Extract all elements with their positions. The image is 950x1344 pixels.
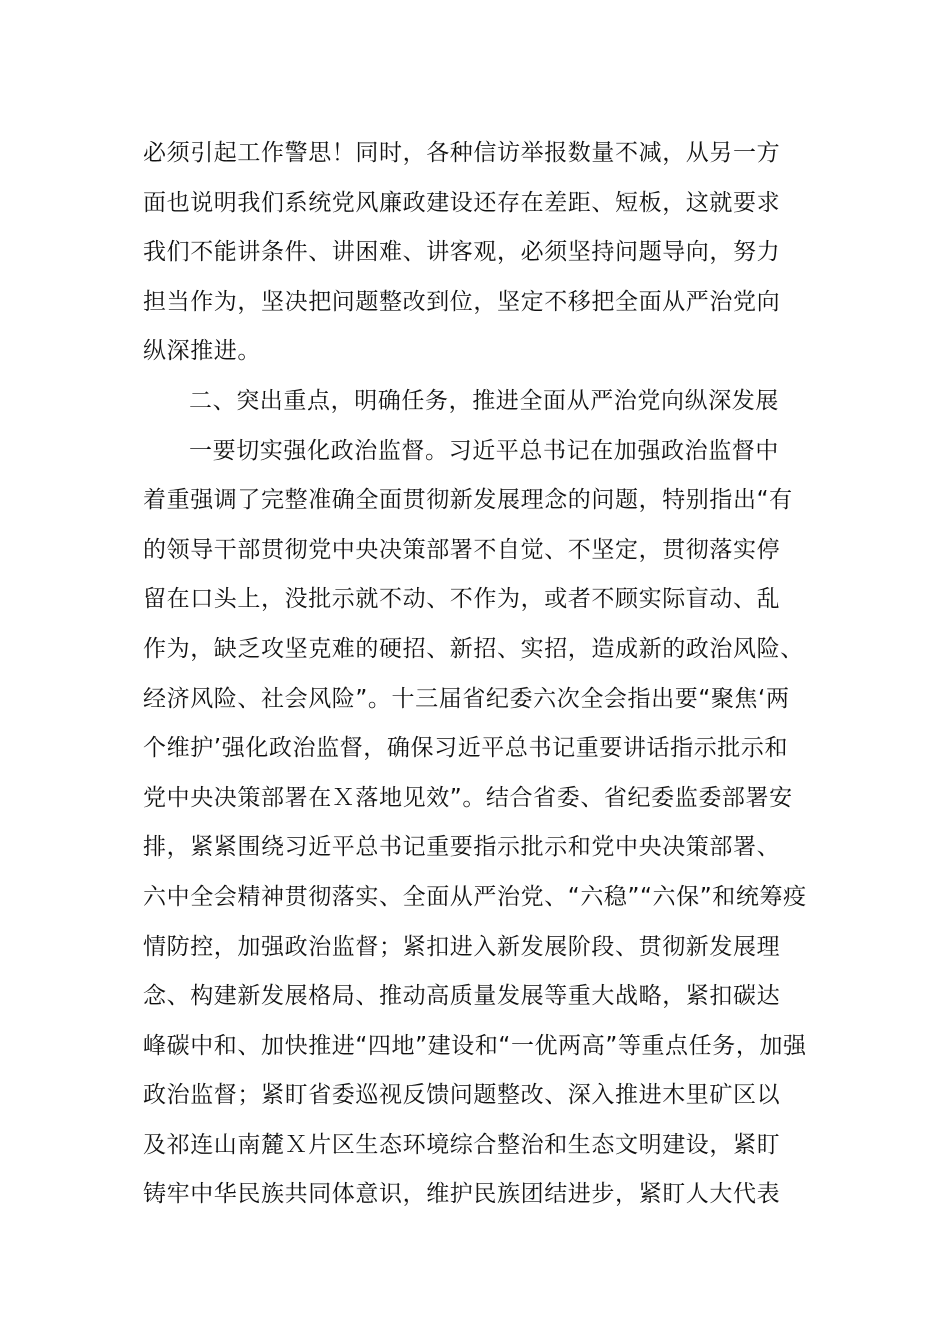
body-text (143, 129, 813, 1220)
text-line: 我们不能讲条件、讲困难、讲客观，必须坚持问题导向，努力 (143, 239, 781, 266)
text-line: 留在口头上，没批示就不动、不作为，或者不顾实际盲动、乱 (143, 586, 781, 613)
text-line: 念、构建新发展格局、推动高质量发展等重大战略，紧扣碳达 (143, 983, 781, 1010)
text-line: 担当作为，坚决把问题整改到位，坚定不移把全面从严治党向 (143, 288, 781, 315)
text-line: 铸牢中华民族共同体意识，维护民族团结进步，紧盯人大代表 (143, 1181, 781, 1208)
text-line: 的领导干部贯彻党中央决策部署不自觉、不坚定，贯彻落实停 (143, 536, 781, 563)
text-line: 及祁连山南麓Ｘ片区生态环境综合整治和生态文明建设，紧盯 (143, 1131, 781, 1158)
paragraph-start: 一要切实强化政治监督。习近平总书记在加强政治监督中 (189, 437, 779, 464)
text-line: 必须引起工作警思！同时，各种信访举报数量不减，从另一方 (143, 140, 781, 166)
text-line: 排，紧紧围绕习近平总书记重要指示批示和党中央决策部署、 (143, 834, 781, 861)
section-heading: 二、突出重点，明确任务，推进全面从严治党向纵深发展 (189, 387, 779, 414)
text-line: 个维护’强化政治监督，确保习近平总书记重要讲话指示批示和 (143, 735, 789, 762)
text-line: 面也说明我们系统党风廉政建设还存在差距、短板，这就要求 (143, 189, 781, 216)
text-line: 党中央决策部署在Ｘ落地见效”。结合省委、省纪委监委部署安 (143, 784, 793, 811)
text-line: 作为，缺乏攻坚克难的硬招、新招、实招，造成新的政治风险、 (143, 635, 804, 662)
text-line: 六中全会精神贯彻落实、全面从严治党、“六稳”“六保”和统筹疫 (143, 883, 807, 910)
text-line: 峰碳中和、加快推进“四地”建设和“一优两高”等重点任务，加强 (143, 1032, 807, 1059)
text-line: 政治监督；紧盯省委巡视反馈问题整改、深入推进木里矿区以 (143, 1082, 781, 1109)
text-line: 纵深推进。 (143, 338, 261, 365)
text-line: 经济风险、社会风险”。十三届省纪委六次全会指出要“聚焦‘两 (143, 685, 790, 712)
text-line: 情防控，加强政治监督；紧扣进入新发展阶段、贯彻新发展理 (143, 933, 781, 960)
text-line: 着重强调了完整准确全面贯彻新发展理念的问题，特别指出“有 (143, 487, 793, 514)
